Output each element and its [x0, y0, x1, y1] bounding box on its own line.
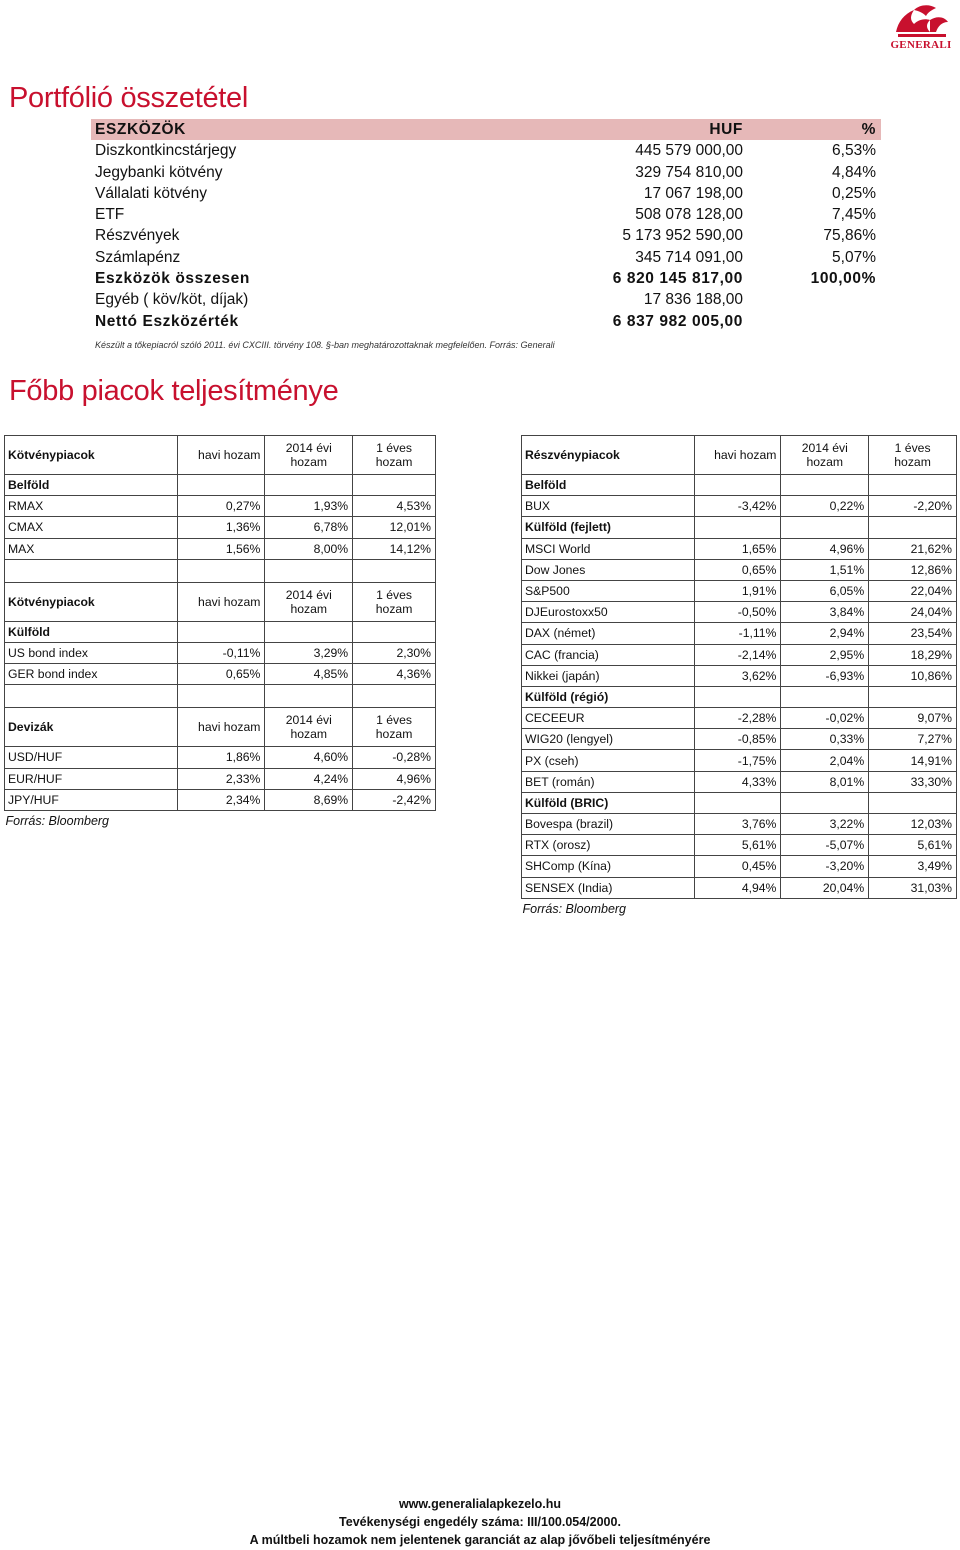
other-huf: 17 836 188,00 [643, 291, 743, 309]
monthly-value: 0,27% [177, 496, 265, 517]
domestic-label: Belföld [5, 475, 178, 496]
monthly-value: -1,75% [694, 750, 781, 771]
portfolio-row [91, 162, 881, 183]
index-name: CECEEUR [522, 708, 695, 729]
index-name: Bovespa (brazil) [522, 814, 695, 835]
year-value: -0,28% [353, 747, 436, 768]
asset-huf: 329 754 810,00 [635, 163, 743, 181]
section-row [5, 475, 436, 496]
index-name: US bond index [5, 642, 178, 663]
asset-huf: 445 579 000,00 [635, 142, 743, 160]
index-name: CAC (francia) [522, 644, 695, 665]
monthly-value: 4,94% [694, 877, 781, 898]
table-row [522, 856, 957, 877]
year-value: 3,49% [869, 856, 957, 877]
monthly-value: 0,45% [694, 856, 781, 877]
index-name: SHComp (Kína) [522, 856, 695, 877]
year-value: 12,86% [869, 559, 957, 580]
portfolio-row [91, 204, 881, 225]
ytd-value: 4,85% [265, 664, 353, 685]
ytd-value: 1,93% [265, 496, 353, 517]
monthly-value: -2,28% [694, 708, 781, 729]
table-row [5, 642, 436, 663]
table-row [5, 517, 436, 538]
table-row [522, 580, 957, 601]
monthly-value: 0,65% [177, 664, 265, 685]
total-pct: 100,00% [810, 270, 876, 288]
portfolio-other-row [91, 289, 881, 310]
asset-pct: 75,86% [823, 227, 876, 245]
monthly-value: 3,76% [694, 814, 781, 835]
ytd-value: -6,93% [781, 665, 869, 686]
year-value: 21,62% [869, 538, 957, 559]
monthly-value: -1,11% [694, 623, 781, 644]
ytd-value: 3,22% [781, 814, 869, 835]
index-name: RTX (orosz) [522, 835, 695, 856]
table-row [522, 496, 957, 517]
year-value: 10,86% [869, 665, 957, 686]
index-name: CMAX [5, 517, 178, 538]
winged-lion-icon [888, 2, 954, 40]
ytd-value: 4,96% [781, 538, 869, 559]
asset-huf: 5 173 952 590,00 [622, 227, 743, 245]
year-value: 4,96% [353, 768, 436, 789]
section-row [522, 475, 957, 496]
year-value: 4,36% [353, 664, 436, 685]
index-name: DAX (német) [522, 623, 695, 644]
year-value: 7,27% [869, 729, 957, 750]
developed-label: Külföld (fejlett) [522, 517, 695, 538]
year-value: 33,30% [869, 771, 957, 792]
col-1y: 1 éves hozam [869, 436, 957, 475]
table-row [522, 644, 957, 665]
table-row [522, 814, 957, 835]
monthly-value: 2,33% [177, 768, 265, 789]
header-percent: % [861, 121, 876, 138]
ytd-value: 2,95% [781, 644, 869, 665]
spacer-row [5, 559, 436, 582]
currency-name: JPY/HUF [5, 789, 178, 810]
currency-name: USD/HUF [5, 747, 178, 768]
year-value: 24,04% [869, 602, 957, 623]
table-row [5, 747, 436, 768]
asset-huf: 17 067 198,00 [643, 184, 743, 202]
year-value: 2,30% [353, 642, 436, 663]
ytd-value: 4,24% [265, 768, 353, 789]
col-ytd: 2014 évi hozam [265, 708, 353, 747]
table-row [522, 771, 957, 792]
source-row [5, 810, 436, 831]
table-row [522, 729, 957, 750]
regional-label: Külföld (régió) [522, 686, 695, 707]
index-name: MSCI World [522, 538, 695, 559]
monthly-value: 4,33% [694, 771, 781, 792]
table-row [522, 665, 957, 686]
col-ytd: 2014 évi hozam [265, 436, 353, 475]
asset-huf: 508 078 128,00 [635, 206, 743, 224]
foreign-label: Külföld [5, 621, 178, 642]
asset-label: Számlapénz [95, 248, 181, 266]
table-row [522, 559, 957, 580]
spacer-row [5, 685, 436, 708]
asset-pct: 7,45% [832, 206, 876, 224]
year-value: 31,03% [869, 877, 957, 898]
col-monthly: havi hozam [177, 708, 265, 747]
asset-pct: 4,84% [832, 163, 876, 181]
asset-label: Részvények [95, 227, 180, 245]
ytd-value: 2,04% [781, 750, 869, 771]
ytd-value: 4,60% [265, 747, 353, 768]
ytd-value: 8,69% [265, 789, 353, 810]
year-value: -2,20% [869, 496, 957, 517]
asset-label: Jegybanki kötvény [95, 163, 223, 181]
markets-title: Főbb piacok teljesítménye [9, 375, 339, 407]
portfolio-title: Portfólió összetétel [9, 82, 249, 114]
ytd-value: 8,00% [265, 538, 353, 559]
ytd-value: 20,04% [781, 877, 869, 898]
index-name: GER bond index [5, 664, 178, 685]
table-row [5, 768, 436, 789]
index-name: Dow Jones [522, 559, 695, 580]
col-1y: 1 éves hozam [353, 708, 436, 747]
ytd-value: -5,07% [781, 835, 869, 856]
portfolio-row [91, 183, 881, 204]
table-row [522, 835, 957, 856]
footer-url[interactable]: www.generalialapkezelo.hu [398, 1497, 562, 1511]
index-name: BUX [522, 496, 695, 517]
domestic-label: Belföld [522, 475, 695, 496]
index-name: WIG20 (lengyel) [522, 729, 695, 750]
monthly-value: 1,65% [694, 538, 781, 559]
net-huf: 6 837 982 005,00 [612, 312, 743, 330]
other-label: Egyéb ( köv/köt, díjak) [95, 291, 249, 309]
portfolio-header-row [91, 119, 881, 140]
bond-markets-label: Kötvénypiacok [5, 436, 178, 475]
monthly-value: 1,56% [177, 538, 265, 559]
year-value: 12,03% [869, 814, 957, 835]
section-row [522, 792, 957, 813]
index-name: PX (cseh) [522, 750, 695, 771]
net-label: Nettó Eszközérték [95, 312, 239, 330]
year-value: 14,12% [353, 538, 436, 559]
table-row [522, 877, 957, 898]
index-name: RMAX [5, 496, 178, 517]
asset-huf: 345 714 091,00 [635, 248, 743, 266]
portfolio-row [91, 225, 881, 246]
portfolio-row [91, 247, 881, 268]
index-name: DJEurostoxx50 [522, 602, 695, 623]
year-value: 12,01% [353, 517, 436, 538]
monthly-value: 0,65% [694, 559, 781, 580]
table-row [5, 664, 436, 685]
year-value: 22,04% [869, 580, 957, 601]
col-1y: 1 éves hozam [353, 436, 436, 475]
portfolio-row [91, 140, 881, 161]
bric-label: Külföld (BRIC) [522, 792, 695, 813]
portfolio-net-row [91, 311, 881, 332]
asset-pct: 0,25% [832, 184, 876, 202]
equity-markets-label: Részvénypiacok [522, 436, 695, 475]
equity-table [521, 435, 957, 919]
index-name: BET (román) [522, 771, 695, 792]
asset-pct: 6,53% [832, 142, 876, 160]
ytd-value: 8,01% [781, 771, 869, 792]
brand-name: GENERALI [890, 39, 952, 51]
col-monthly: havi hozam [177, 582, 265, 621]
year-value: 18,29% [869, 644, 957, 665]
header-huf: HUF [709, 121, 743, 138]
portfolio-table [91, 119, 881, 332]
monthly-value: 2,34% [177, 789, 265, 810]
section-row [522, 517, 957, 538]
year-value: 14,91% [869, 750, 957, 771]
monthly-value: 1,91% [694, 580, 781, 601]
index-name: MAX [5, 538, 178, 559]
monthly-value: -2,14% [694, 644, 781, 665]
table-row [522, 708, 957, 729]
asset-label: ETF [95, 206, 125, 224]
col-ytd: 2014 évi hozam [265, 582, 353, 621]
portfolio-note: Készült a tőkepiacról szóló 2011. évi CXCIII. törvény 108. §-ban meghatározottaknak megfelelően. Forrás: Generali [95, 340, 555, 350]
table-header-row [522, 436, 957, 475]
index-name: Nikkei (japán) [522, 665, 695, 686]
col-1y: 1 éves hozam [353, 582, 436, 621]
index-name: SENSEX (India) [522, 877, 695, 898]
total-label: Eszközök összesen [95, 270, 250, 288]
ytd-value: 6,78% [265, 517, 353, 538]
footer-disclaimer: A múltbeli hozamok nem jelentenek garanciát az alap jővőbeli teljesítményére [249, 1533, 711, 1547]
year-value: -2,42% [353, 789, 436, 810]
total-huf: 6 820 145 817,00 [612, 270, 743, 288]
index-name: S&P500 [522, 580, 695, 601]
table-header-row [5, 708, 436, 747]
asset-pct: 5,07% [832, 248, 876, 266]
ytd-value: 0,33% [781, 729, 869, 750]
table-row [522, 623, 957, 644]
source-note: Forrás: Bloomberg [5, 813, 110, 828]
monthly-value: 3,62% [694, 665, 781, 686]
year-value: 5,61% [869, 835, 957, 856]
table-row [5, 538, 436, 559]
col-monthly: havi hozam [177, 436, 265, 475]
source-note: Forrás: Bloomberg [522, 901, 627, 916]
ytd-value: 1,51% [781, 559, 869, 580]
monthly-value: -0,85% [694, 729, 781, 750]
footer-license: Tevékenységi engedély száma: III/100.054/2000. [339, 1515, 621, 1529]
ytd-value: 2,94% [781, 623, 869, 644]
table-row [522, 750, 957, 771]
bond-markets-label: Kötvénypiacok [5, 582, 178, 621]
ytd-value: -0,02% [781, 708, 869, 729]
table-header-row [5, 582, 436, 621]
ytd-value: 3,84% [781, 602, 869, 623]
table-row [5, 496, 436, 517]
monthly-value: 1,36% [177, 517, 265, 538]
table-row [522, 538, 957, 559]
currency-name: EUR/HUF [5, 768, 178, 789]
ytd-value: 0,22% [781, 496, 869, 517]
fx-label: Devizák [5, 708, 178, 747]
col-ytd: 2014 évi hozam [781, 436, 869, 475]
ytd-value: 3,29% [265, 642, 353, 663]
header-assets: ESZKÖZÖK [95, 121, 186, 138]
ytd-value: 6,05% [781, 580, 869, 601]
section-row [522, 686, 957, 707]
monthly-value: 5,61% [694, 835, 781, 856]
source-row [522, 898, 957, 919]
col-monthly: havi hozam [694, 436, 781, 475]
section-row [5, 621, 436, 642]
table-row [522, 602, 957, 623]
monthly-value: -3,42% [694, 496, 781, 517]
portfolio-total-row [91, 268, 881, 289]
table-header-row [5, 436, 436, 475]
asset-label: Diszkontkincstárjegy [95, 142, 237, 160]
monthly-value: -0,50% [694, 602, 781, 623]
ytd-value: -3,20% [781, 856, 869, 877]
table-row [5, 789, 436, 810]
year-value: 4,53% [353, 496, 436, 517]
asset-label: Vállalati kötvény [95, 184, 208, 202]
monthly-value: -0,11% [177, 642, 265, 663]
year-value: 23,54% [869, 623, 957, 644]
generali-logo [888, 2, 954, 54]
year-value: 9,07% [869, 708, 957, 729]
monthly-value: 1,86% [177, 747, 265, 768]
bond-fx-table [4, 435, 436, 831]
